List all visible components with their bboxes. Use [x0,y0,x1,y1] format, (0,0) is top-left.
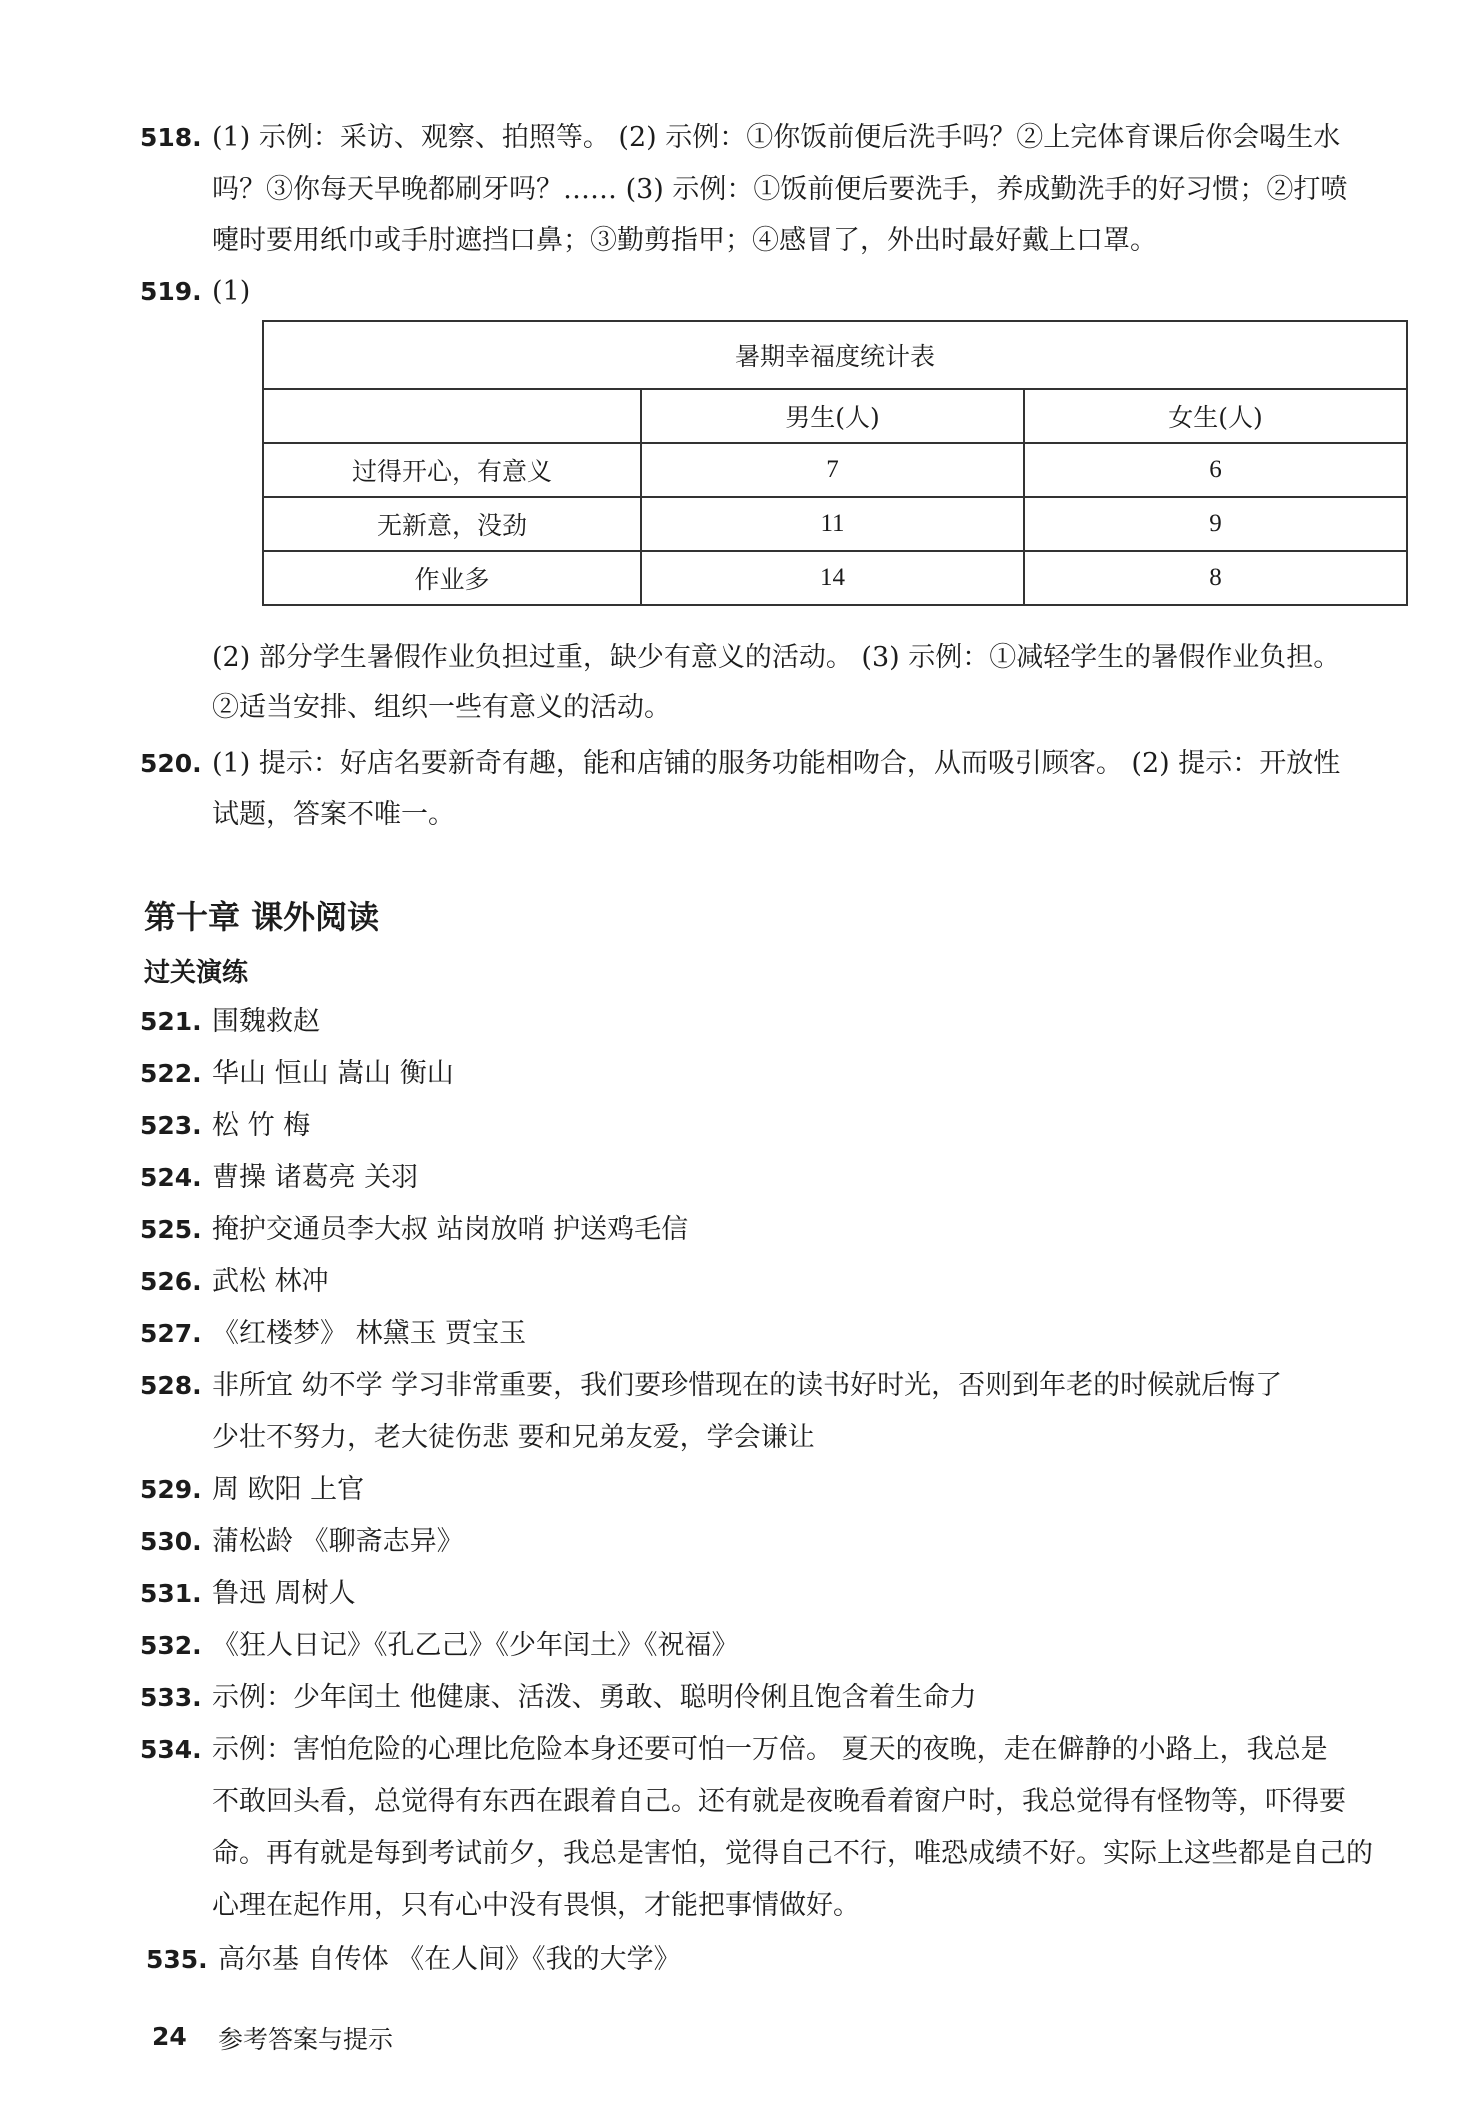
answer-text: 武松 林冲 [212,1266,329,1297]
table-header-girls: 女生(人) [1024,389,1407,443]
table-header-blank [263,389,641,443]
question-number: 535. [146,1945,208,1974]
question-number: 525. [140,1215,202,1244]
question-number: 531. [140,1579,202,1608]
answer-text: 吗？③你每天早晚都刷牙吗？…… (3) 示例：①饭前便后要洗手，养成勤洗手的好习惯；②打喷 [212,174,1348,205]
answer-text: 《狂人日记》《孔乙己》《少年闰土》《祝福》 [212,1630,739,1661]
question-number: 526. [140,1267,202,1296]
answer-text: 华山 恒山 嵩山 衡山 [212,1058,454,1089]
answer-text: ②适当安排、组织一些有意义的活动。 [212,692,671,723]
question-number: 523. [140,1111,202,1140]
answer-text: 非所宜 幼不学 学习非常重要，我们要珍惜现在的读书好时光，否则到年老的时候就后悔了 [212,1370,1283,1401]
section-title: 过关演练 [144,958,249,988]
question-number: 529. [140,1475,202,1504]
answer-text: (1) 提示：好店名要新奇有趣，能和店铺的服务功能相吻合，从而吸引顾客。 (2) 提示：开放性 [212,748,1341,779]
answer-text: 少壮不努力，老大徒伤悲 要和兄弟友爱，学会谦让 [212,1422,815,1453]
answer-text: (1) 示例：采访、观察、拍照等。 (2) 示例：①你饭前便后洗手吗？②上完体育课后你会喝生水 [212,122,1341,153]
answer-text: 鲁迅 周树人 [212,1578,356,1609]
table-header-row [263,389,1407,443]
question-number: 520. [140,749,202,778]
answer-text: 掩护交通员李大叔 站岗放哨 护送鸡毛信 [212,1214,689,1245]
boys-count: 7 [641,443,1024,497]
table-header-boys: 男生(人) [641,389,1024,443]
answer-text: 曹操 诸葛亮 关羽 [212,1162,419,1193]
happiness-stats-table [262,320,1408,606]
question-number: 533. [140,1683,202,1712]
answer-text: (2) 部分学生暑假作业负担过重，缺少有意义的活动。 (3) 示例：①减轻学生的暑假作业负担。 [212,642,1341,673]
answer-text: 示例：害怕危险的心理比危险本身还要可怕一万倍。 夏天的夜晚，走在僻静的小路上，我总是 [212,1734,1328,1765]
answer-text: 周 欧阳 上官 [212,1474,365,1505]
question-number: 527. [140,1319,202,1348]
question-number: 519. [140,277,202,306]
answer-text: (1) [212,276,251,307]
chapter-title: 第十章 课外阅读 [144,898,380,936]
answer-text: 命。再有就是每到考试前夕，我总是害怕，觉得自己不行，唯恐成绩不好。实际上这些都是自己的 [212,1838,1373,1869]
table-row [263,443,1407,497]
answer-text: 《红楼梦》 林黛玉 贾宝玉 [212,1318,527,1349]
page-number: 24 [152,2022,187,2051]
answer-text: 示例：少年闰土 他健康、活泼、勇敢、聪明伶俐且饱含着生命力 [212,1682,977,1713]
question-number: 532. [140,1631,202,1660]
answer-text: 蒲松龄 《聊斋志异》 [212,1526,464,1557]
girls-count: 9 [1024,497,1407,551]
answer-text: 松 竹 梅 [212,1110,311,1141]
table-title: 暑期幸福度统计表 [263,321,1407,389]
question-number: 534. [140,1735,202,1764]
answer-text: 高尔基 自传体 《在人间》《我的大学》 [218,1944,681,1975]
question-number: 528. [140,1371,202,1400]
answer-text: 不敢回头看，总觉得有东西在跟着自己。还有就是夜晚看着窗户时，我总觉得有怪物等，吓得要 [212,1786,1346,1817]
boys-count: 11 [641,497,1024,551]
question-number: 518. [140,123,202,152]
question-number: 522. [140,1059,202,1088]
row-label: 过得开心，有意义 [263,443,641,497]
footer-title: 参考答案与提示 [218,2025,394,2054]
table-row [263,551,1407,605]
answer-text: 试题，答案不唯一。 [212,799,455,830]
table-title-row [263,321,1407,389]
question-number: 521. [140,1007,202,1036]
table-row [263,497,1407,551]
question-number: 524. [140,1163,202,1192]
boys-count: 14 [641,551,1024,605]
question-number: 530. [140,1527,202,1556]
girls-count: 6 [1024,443,1407,497]
answer-text: 嚏时要用纸巾或手肘遮挡口鼻；③勤剪指甲；④感冒了，外出时最好戴上口罩。 [212,225,1157,256]
answer-text: 心理在起作用，只有心中没有畏惧，才能把事情做好。 [212,1890,860,1921]
girls-count: 8 [1024,551,1407,605]
row-label: 作业多 [263,551,641,605]
row-label: 无新意，没劲 [263,497,641,551]
answer-text: 围魏救赵 [212,1006,320,1037]
